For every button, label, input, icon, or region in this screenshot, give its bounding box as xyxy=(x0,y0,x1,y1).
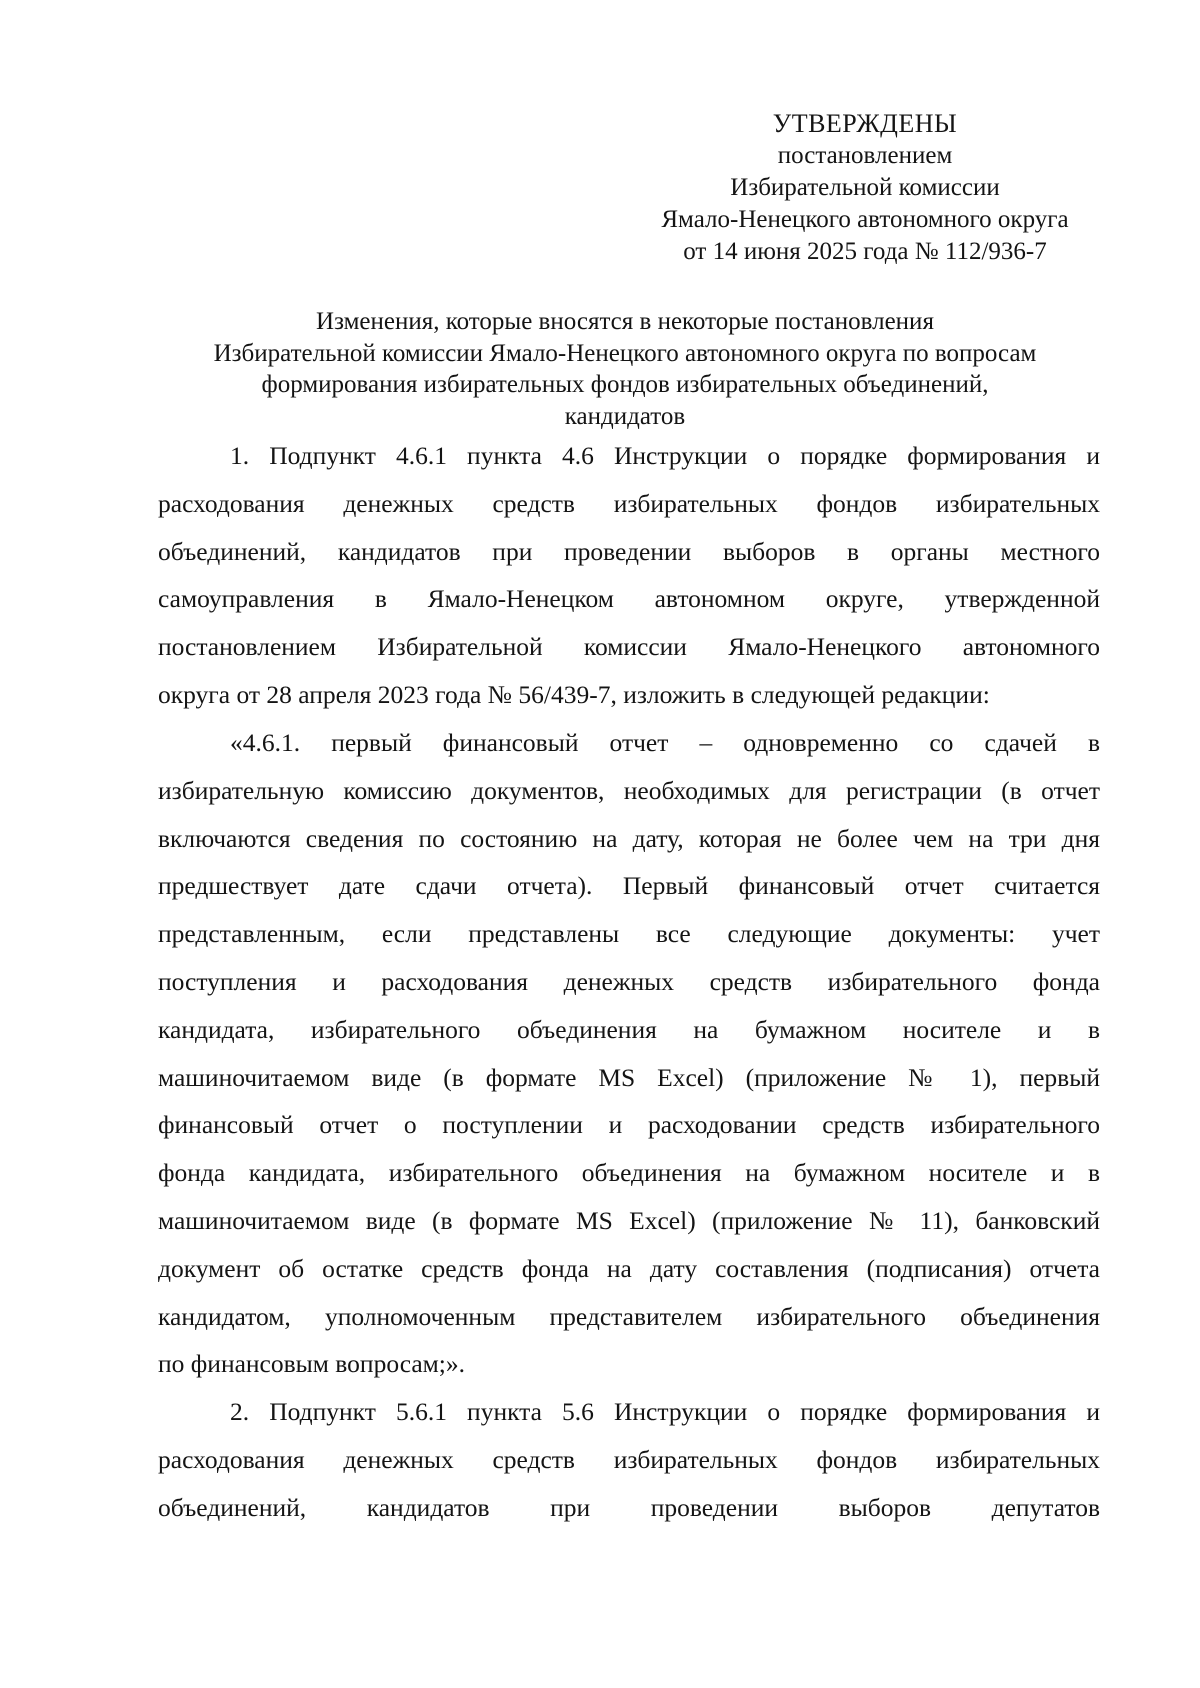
approval-date-number: от 14 июня 2025 года № 112/936-7 xyxy=(683,238,1047,265)
paragraph-line: объединений, кандидатов при проведении выборов в органы местного xyxy=(158,536,1100,566)
paragraph-line: фонда кандидата, избирательного объединения на бумажном носителе и в xyxy=(158,1158,1100,1188)
paragraph-line: «4.6.1. первый финансовый отчет – одновременно со сдачей в xyxy=(230,728,1100,757)
paragraph-line: кандидатом, уполномоченным представителем избирательного объединения xyxy=(158,1301,1100,1331)
title-line: Избирательной комиссии Ямало-Ненецкого автономного округа по вопросам xyxy=(213,339,1037,367)
paragraph-line: представленным, если представлены все следующие документы: учет xyxy=(158,919,1100,949)
approval-block xyxy=(620,108,1110,268)
paragraph-line: по финансовым вопросам;». xyxy=(158,1349,465,1379)
approval-line: Ямало-Ненецкого автономного округа xyxy=(661,206,1069,233)
paragraph-line: объединений, кандидатов при проведении выборов депутатов xyxy=(158,1492,1100,1522)
paragraph-2-quote xyxy=(158,719,1100,1388)
approval-line: Избирательной комиссии xyxy=(730,174,1000,201)
paragraph-line: самоуправления в Ямало-Ненецком автономном округе, утвержденной xyxy=(158,584,1100,614)
paragraph-line: включаются сведения по состоянию на дату, которая не более чем на три дня xyxy=(158,823,1100,853)
title-line: кандидатов xyxy=(564,402,686,430)
paragraph-line: кандидата, избирательного объединения на бумажном носителе и в xyxy=(158,1014,1100,1044)
approval-stamp: УТВЕРЖДЕНЫ xyxy=(772,109,958,138)
title-line: Изменения, которые вносятся в некоторые постановления xyxy=(316,308,934,335)
paragraph-line: расходования денежных средств избирательных фондов избирательных xyxy=(158,1444,1100,1474)
paragraph-line: избирательную комиссию документов, необходимых для регистрации (в отчет xyxy=(158,775,1100,805)
paragraph-line: поступления и расходования денежных средств избирательного фонда xyxy=(158,966,1100,996)
paragraph-line: постановлением Избирательной комиссии Ямало-Ненецкого автономного xyxy=(158,632,1100,662)
paragraph-line: машиночитаемом виде (в формате MS Excel) (приложение № 11), банковский xyxy=(158,1205,1100,1235)
document-title xyxy=(150,306,1100,432)
paragraph-line: документ об остатке средств фонда на дату составления (подписания) отчета xyxy=(158,1253,1100,1283)
paragraph-line: расходования денежных средств избирательных фондов избирательных xyxy=(158,488,1100,518)
approval-line: постановлением xyxy=(777,142,953,169)
paragraph-line: машиночитаемом виде (в формате MS Excel) (приложение № 1), первый xyxy=(158,1062,1100,1092)
paragraph-line: округа от 28 апреля 2023 года № 56/439-7, изложить в следующей редакции: xyxy=(158,679,990,709)
paragraph-1 xyxy=(158,432,1100,719)
paragraph-line: 1. Подпункт 4.6.1 пункта 4.6 Инструкции о порядке формирования и xyxy=(230,441,1100,470)
paragraph-3 xyxy=(158,1388,1100,1531)
title-line: формирования избирательных фондов избирательных объединений, xyxy=(261,371,989,398)
paragraph-line: финансовый отчет о поступлении и расходовании средств избирательного xyxy=(158,1110,1100,1140)
paragraph-line: предшествует дате сдачи отчета). Первый финансовый отчет считается xyxy=(158,871,1100,901)
paragraph-line: 2. Подпункт 5.6.1 пункта 5.6 Инструкции о порядке формирования и xyxy=(230,1397,1100,1426)
